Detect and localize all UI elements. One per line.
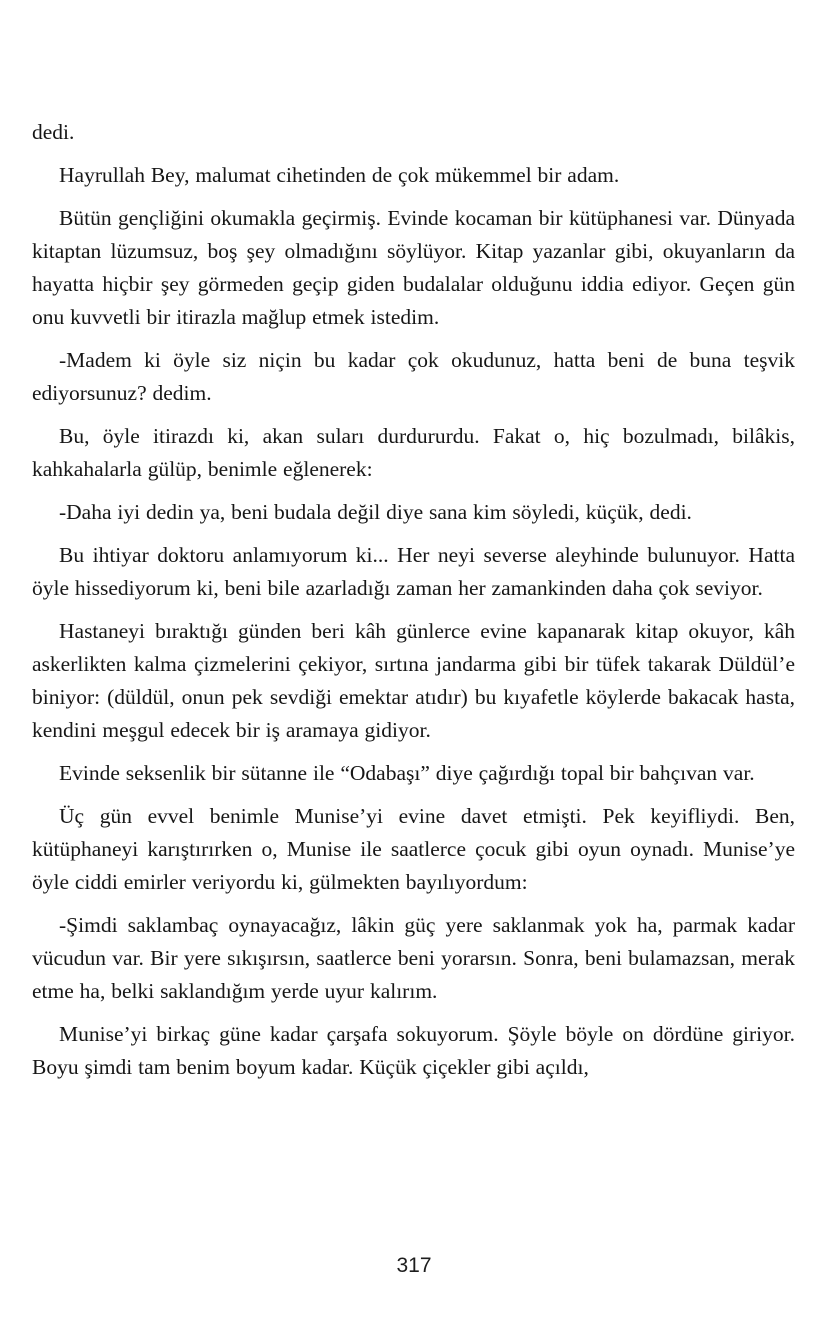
paragraph-9: Evinde seksenlik bir sütanne ile “Odabaşı” diye çağırdığı topal bir bahçıvan var. [59,761,755,785]
paragraph-2: Hayrullah Bey, malumat cihetinden de çok mükemmel bir adam. [59,163,620,187]
page-text-block [32,116,795,1094]
paragraph-6: -Daha iyi dedin ya, beni budala değil diye sana kim söyledi, küçük, dedi. [59,500,692,524]
paragraph-7: Bu ihtiyar doktoru anlamıyorum ki... Her neyi severse aleyhinde bulunuyor. Hatta öyle hissediyorum ki, beni bile azarladığı zaman her zamankinden daha çok seviyor. [32,543,795,600]
paragraph-12: Munise’yi birkaç güne kadar çarşafa sokuyorum. Şöyle böyle on dördüne giriyor. Boyu şimdi tam benim boyum kadar. Küçük çiçekler gibi açıldı, [32,1022,795,1079]
paragraph-5: Bu, öyle itirazdı ki, akan suları durdururdu. Fakat o, hiç bozulmadı, bilâkis, kahkahalarla gülüp, benimle eğlenerek: [32,424,795,481]
page-number: 317 [396,1254,432,1277]
paragraph-3: Bütün gençliğini okumakla geçirmiş. Evinde kocaman bir kütüphanesi var. Dünyada kitaptan lüzumsuz, boş şey olmadığını söylüyor. Kitap yazanlar gibi, okuyanların da hayatta hiçbir şey görmeden geçip giden budalalar olduğunu iddia ediyor. Geçen gün onu kuvvetli bir itirazla mağlup etmek istedim. [32,206,795,329]
paragraph-8: Hastaneyi bıraktığı günden beri kâh günlerce evine kapanarak kitap okuyor, kâh askerlikten kalma çizmelerini çekiyor, sırtına jandarma gibi bir tüfek takarak Düldül’e biniyor: (düldül, onun pek sevdiği emektar atıdır) bu kıyafetle köylerde bakacak hasta, kendini meşgul edecek bir iş aramaya gidiyor. [32,619,795,742]
paragraph-4: -Madem ki öyle siz niçin bu kadar çok okudunuz, hatta beni de buna teşvik ediyorsunuz? dedim. [32,348,795,405]
paragraph-11: -Şimdi saklambaç oynayacağız, lâkin güç yere saklanmak yok ha, parmak kadar vücudun var. Bir yere sıkışırsın, saatlerce beni yorarsın. Sonra, beni bulamazsan, merak etme ha, belki saklandığım yerde uyur kalırım. [32,913,795,1003]
paragraph-1: dedi. [32,120,75,144]
paragraph-10: Üç gün evvel benimle Munise’yi evine davet etmişti. Pek keyifliydi. Ben, kütüphaneyi karıştırırken o, Munise ile saatlerce çocuk gibi oyun oynadı. Munise’ye öyle ciddi emirler veriyordu ki, gülmekten bayılıyordum: [32,804,795,894]
